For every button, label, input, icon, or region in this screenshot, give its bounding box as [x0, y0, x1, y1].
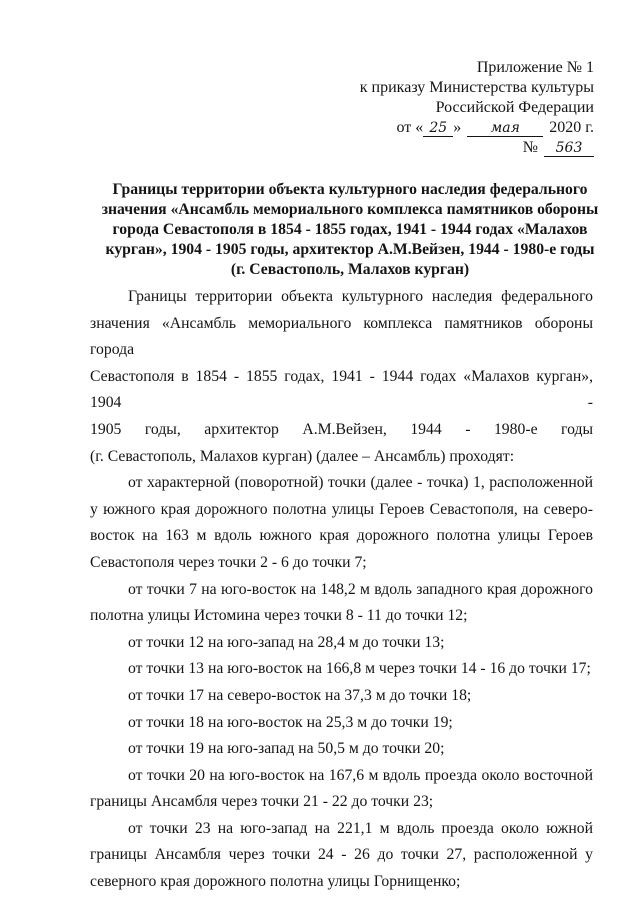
intro-line: (г. Севастополь, Малахов курган) (далее – Ансамбль) проходят:	[90, 447, 515, 465]
boundary-paragraph: от точки 7 на юго-восток на 148,2 м вдоль западного края дорожного полотна улицы Истомина через точки 8 - 11 до точки 12;	[90, 580, 593, 625]
date-quote-close: »	[453, 119, 462, 136]
date-month: мая	[467, 120, 543, 137]
number-sign: №	[522, 139, 538, 156]
boundary-paragraph: от точки 23 на юго-запад на 221,1 м вдоль проезда около южной границы Ансамбля через точки 24 - 26 до точки 27, расположенной у северного края дорожного полотна улицы Горнищенко;	[90, 819, 593, 891]
title-line: курган», 1904 - 1905 годы, архитектор А.М.Вейзен, 1944 - 1980-е годы	[105, 241, 595, 258]
intro-line: Границы территории объекта культурного наследия федерального	[128, 288, 593, 305]
boundary-paragraph: от точки 19 на юго-запад на 50,5 м до точки 20;	[128, 740, 445, 758]
date-prefix: от «	[396, 119, 424, 136]
intro-line: 1905 годы, архитектор А.М.Вейзен, 1944 - 1980-е годы	[90, 420, 593, 438]
boundary-paragraph: от точки 18 на юго-восток на 25,3 м до точки 19;	[128, 713, 453, 731]
intro-line: значения «Ансамбль мемориального комплекса памятников обороны города	[90, 314, 593, 359]
date-day: 25	[423, 120, 453, 137]
appendix-header	[360, 58, 594, 158]
date-year: 2020 г.	[549, 119, 594, 136]
boundary-paragraph: от точки 17 на северо-восток на 37,3 м до точки 18;	[128, 686, 472, 704]
appendix-number: Приложение № 1	[476, 59, 594, 76]
title-line: Границы территории объекта культурного наследия федерального	[112, 181, 588, 198]
boundary-paragraph: от точки 12 на юго-запад на 28,4 м до точки 13;	[128, 633, 445, 651]
ministry-country: Российской Федерации	[435, 99, 594, 116]
boundary-paragraph: от точки 13 на юго-восток на 166,8 м через точки 14 - 16 до точки 17;	[128, 660, 591, 678]
title-line: города Севастополя в 1854 - 1855 годах, 1941 - 1944 годах «Малахов	[112, 221, 588, 238]
intro-line: Севастополя в 1854 - 1855 годах, 1941 - 1944 годах «Малахов курган», 1904 -	[90, 367, 593, 412]
order-reference: к приказу Министерства культуры	[359, 79, 594, 96]
boundary-paragraph: от точки 20 на юго-восток на 167,6 м вдоль проезда около восточной границы Ансамбля через точки 21 - 22 до точки 23;	[90, 766, 593, 811]
document-body	[90, 284, 593, 896]
document-title	[80, 180, 620, 280]
title-line: (г. Севастополь, Малахов курган)	[230, 261, 470, 278]
order-date	[360, 118, 594, 138]
number-value: 563	[544, 140, 594, 157]
title-line: значения «Ансамбль мемориального комплекса памятников обороны	[101, 201, 599, 218]
order-number	[360, 138, 594, 158]
boundary-paragraph: от характерной (поворотной) точки (далее - точка) 1, расположенной у южного края дорожного полотна улицы Героев Севастополя, на северо-восток на 163 м вдоль южного края дорожного полотна улицы Героев Севастополя через точки 2 - 6 до точки 7;	[90, 474, 593, 571]
